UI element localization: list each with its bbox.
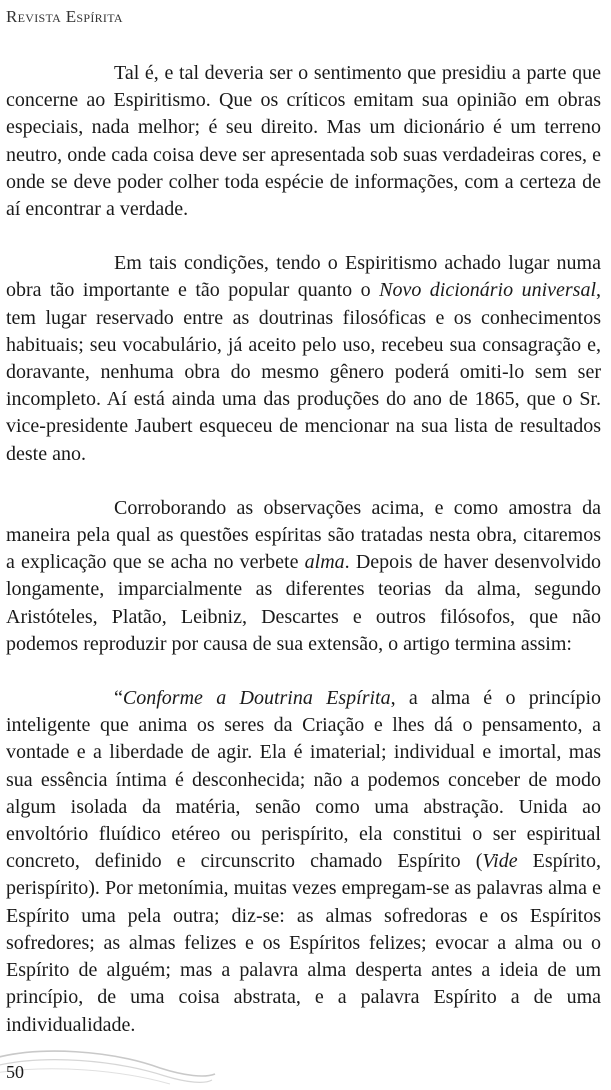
paragraph-4-text-b: Espírito, perispírito). Por metonímia, muitas vezes empregam-se as palavras alma e Espírito uma pela outra; diz-se: as almas sofredoras e os Espíritos sofredores; as almas felizes e os Espíritos felizes; evocar a alma ou o Espírito de alguém; mas a palavra alma desperta antes a ideia de um princípio, de uma coisa abstrata, e a palavra Espírito a de uma individualidade. xyxy=(6,850,601,1036)
paragraph-2-text-b: , tem lugar reservado entre as doutrinas filosóficas e os conhecimentos habituais; seu vocabulário, já aceito pelo uso, recebeu sua consagração e, doravante, nenhuma obra do mesmo gênero poderá omiti-lo sem ser incompleto. Aí está ainda uma das produções do ano de 1865, que o Sr. vice-presidente Jaubert esqueceu de mencionar na sua lista de resultados deste ano. xyxy=(6,279,602,465)
paragraph-4-quotation xyxy=(6,685,601,1039)
quote-title-doutrina-espirita: Conforme a Doutrina Espírita xyxy=(122,687,391,710)
open-quote: “ xyxy=(114,687,123,710)
paragraph-2-text-a: Em tais condições, tendo o Espiritismo achado lugar numa obra tão importante e tão popular quanto o xyxy=(6,252,601,302)
paragraph-3-text-b: . Depois de haver desenvolvido longamente, imparcialmente as diferentes teorias da alma, segundo Aristóteles, Platão, Leibniz, Descartes e outros filósofos, que não podemos reproduzir por causa de sua extensão, o artigo termina assim: xyxy=(6,551,602,655)
page-number: 50 xyxy=(6,1062,24,1082)
vide-reference: Vide xyxy=(482,850,518,873)
paragraph-3 xyxy=(6,495,601,658)
page-body xyxy=(6,60,601,1039)
term-alma: alma xyxy=(304,551,345,574)
book-title-novo-dicionario: Novo dicionário universal xyxy=(379,279,597,302)
paragraph-3-text-a: Corroborando as observações acima, e como amostra da maneira pela qual as questões espíritas são tratadas nesta obra, citaremos a explicação que se acha no verbete xyxy=(6,496,601,574)
running-head: Revista Espírita xyxy=(6,7,123,26)
paragraph-2 xyxy=(6,250,601,468)
paragraph-4-text-a: , a alma é o princípio inteligente que anima os seres da Criação e lhes dá o pensamento, a vontade e a liberdade de agir. Ela é imaterial; individual e imortal, mas sua essência íntima é desconhecida; não a podemos conceber de modo algum isolada da matéria, senão como uma abstração. Unida ao envoltório fluídico etéreo ou perispírito, ela constitui o ser espiritual concreto, definido e circunscrito chamado Espírito ( xyxy=(6,687,602,873)
swoosh-ornament-icon xyxy=(0,1040,220,1090)
paragraph-1: Tal é, e tal deveria ser o sentimento que presidiu a parte que concerne ao Espiritismo. Que os críticos emitam sua opinião em obras especiais, nada melhor; é seu direito. Mas um dicionário é um terreno neutro, onde cada coisa deve ser apresentada sob suas verdadeiras cores, e onde se deve poder colher toda espécie de informações, com a certeza de aí encontrar a verdade. xyxy=(6,62,601,221)
